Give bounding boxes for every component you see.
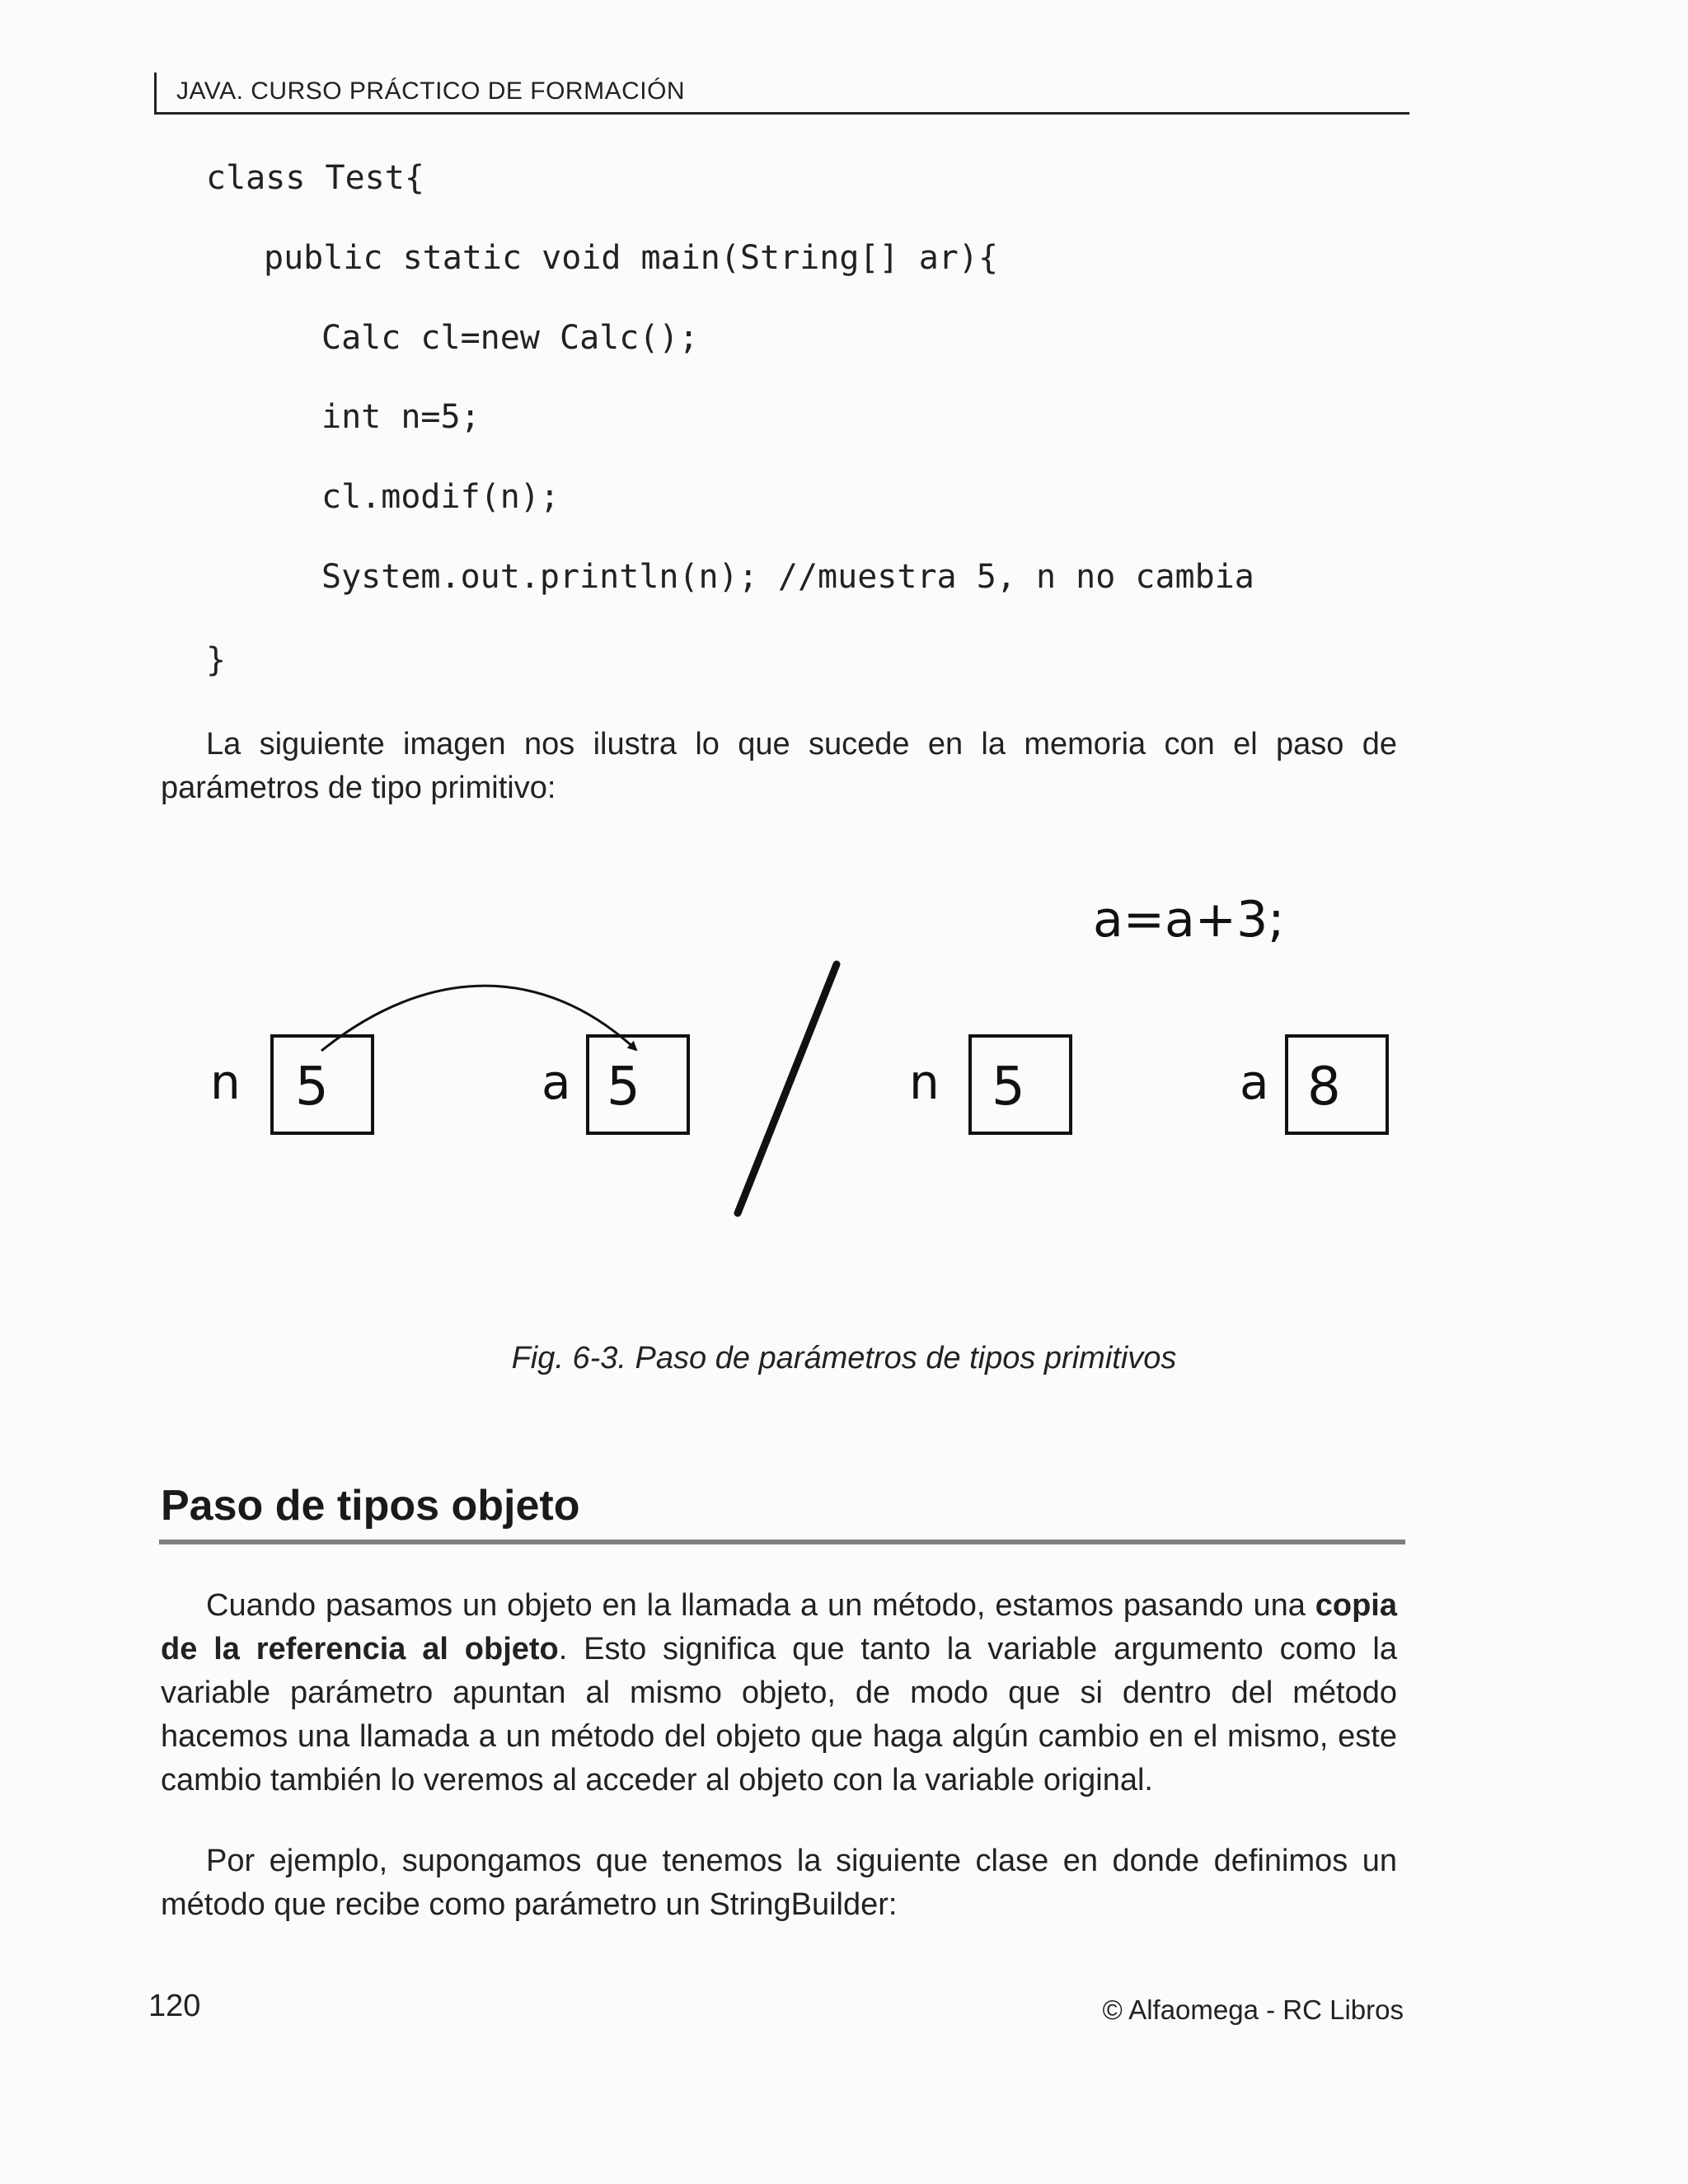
header-title: JAVA. CURSO PRÁCTICO DE FORMACIÓN xyxy=(176,77,686,105)
code-line: int n=5; xyxy=(321,398,481,436)
var-n-label-right: n xyxy=(909,1054,940,1110)
figure-caption: Fig. 6-3. Paso de parámetros de tipos primitivos xyxy=(511,1341,1177,1376)
memory-diagram xyxy=(0,874,1688,1236)
section-heading: Paso de tipos objeto xyxy=(161,1482,580,1530)
assignment-statement: a=a+3; xyxy=(1093,891,1285,949)
code-line: cl.modif(n); xyxy=(321,478,560,516)
p1-bold-text: copia de la referencia al objeto xyxy=(161,1588,1397,1666)
divider-slash xyxy=(738,964,837,1213)
section-rule xyxy=(159,1540,1405,1544)
code-line: Calc cl=new Calc(); xyxy=(321,319,699,357)
section-paragraph-2: Por ejemplo, supongamos que tenemos la siguiente clase en donde definimos un método que recibe como parámetro un StringBuilder: xyxy=(161,1844,1397,1922)
page-number: 120 xyxy=(148,1989,201,2023)
code-line: } xyxy=(206,641,227,679)
section-paragraph-1 xyxy=(161,1584,1397,1802)
var-a-value-right: 8 xyxy=(1307,1057,1341,1118)
var-a-label-right: a xyxy=(1240,1054,1269,1110)
var-a-value-left: 5 xyxy=(607,1057,640,1118)
var-n-label-left: n xyxy=(210,1054,241,1110)
code-line: public static void main(String[] ar){ xyxy=(264,239,999,277)
code-line: System.out.println(n); //muestra 5, n no cambia xyxy=(321,558,1254,596)
p1-text: Cuando pasamos un objeto en la llamada a un método, estamos pasando una xyxy=(206,1588,1315,1623)
code-line: class Test{ xyxy=(206,159,424,197)
intro-paragraph: La siguiente imagen nos ilustra lo que sucede en la memoria con el paso de parámetros de tipo primitivo: xyxy=(161,727,1397,805)
running-header xyxy=(154,73,1409,115)
p1-text-rest: . Esto significa que tanto la variable argumento como la variable parámetro apuntan al mismo objeto, de modo que si dentro del método hacemos una llamada a un método del objeto que haga algún cambio en el mismo, este cambio también lo veremos al acceder al objeto con la variable original. xyxy=(161,1632,1397,1797)
var-n-value-left: 5 xyxy=(295,1057,329,1118)
var-n-value-right: 5 xyxy=(992,1057,1025,1118)
var-a-label-left: a xyxy=(542,1054,571,1110)
publisher-credit: © Alfaomega - RC Libros xyxy=(1102,1994,1404,2025)
